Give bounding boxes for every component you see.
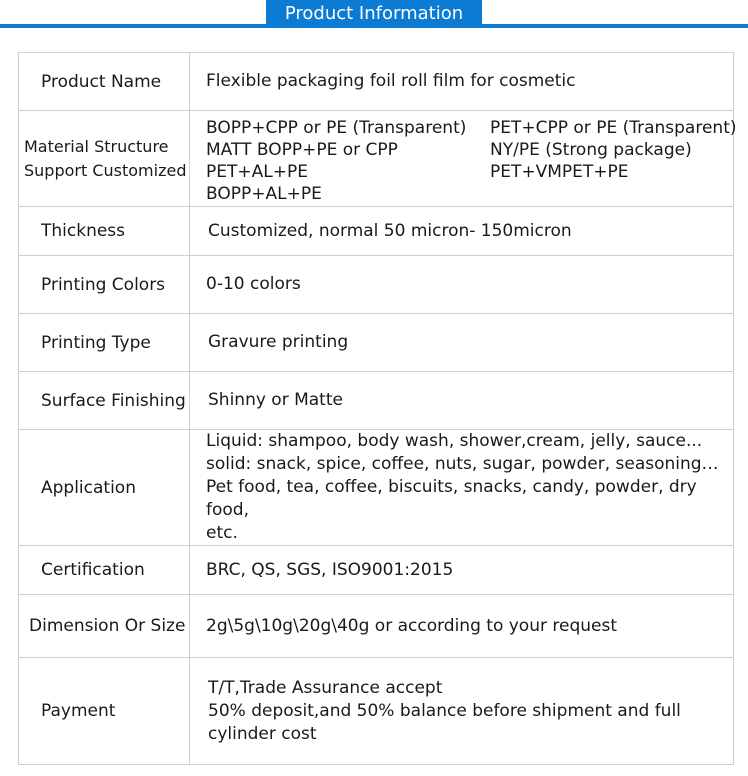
material-item: PET+VMPET+PE [490, 161, 629, 182]
row-value-thickness: Customized, normal 50 micron- 150micron [190, 207, 734, 256]
row-label-application: Application [19, 430, 190, 546]
table-row [19, 207, 734, 256]
material-item: PET+CPP or PE (Transparent) [490, 117, 737, 138]
row-value-material-structure [190, 111, 737, 207]
table-row [19, 372, 734, 430]
row-label-thickness: Thickness [19, 207, 190, 256]
row-label-payment: Payment [19, 658, 190, 765]
application-line: solid: snack, spice, coffee, nuts, sugar, powder, seasoning… [206, 454, 719, 474]
header-banner [0, 0, 748, 28]
row-value-certification: BRC, QS, SGS, ISO9001:2015 [190, 546, 734, 595]
table-row [19, 595, 734, 658]
row-label-printing-colors: Printing Colors [19, 256, 190, 314]
material-item: MATT BOPP+PE or CPP [206, 139, 398, 160]
row-label-printing-type: Printing Type [19, 314, 190, 372]
row-value-application [190, 430, 734, 546]
table-row [19, 256, 734, 314]
table-row [19, 546, 734, 595]
material-item: NY/PE (Strong package) [490, 139, 692, 160]
row-label-product-name: Product Name [19, 53, 190, 111]
label-line: Material Structure [24, 136, 169, 156]
table-row [19, 53, 734, 111]
material-item: BOPP+AL+PE [206, 183, 322, 204]
row-value-printing-type: Gravure printing [190, 314, 734, 372]
row-value-product-name: Flexible packaging foil roll film for cosmetic [190, 53, 734, 111]
application-line: etc. [206, 523, 238, 543]
row-label-surface-finishing: Surface Finishing [19, 372, 190, 430]
application-line: Pet food, tea, coffee, biscuits, snacks, candy, powder, dry food, [206, 477, 697, 520]
row-label-certification: Certification [19, 546, 190, 595]
product-info-table [18, 52, 737, 765]
material-list-left [206, 117, 466, 205]
table-row [19, 314, 734, 372]
page-title: Product Information [266, 0, 482, 28]
material-item: BOPP+CPP or PE (Transparent) [206, 117, 467, 138]
payment-line: cylinder cost [208, 723, 317, 744]
row-label-dimension: Dimension Or Size [19, 595, 190, 658]
row-value-dimension: 2g\5g\10g\20g\40g or according to your request [190, 595, 734, 658]
row-value-printing-colors: 0-10 colors [190, 256, 734, 314]
table-row [19, 658, 734, 765]
material-list-right [490, 117, 737, 183]
table-row [19, 430, 734, 546]
application-line: Liquid: shampoo, body wash, shower,cream, jelly, sauce... [206, 431, 703, 451]
payment-line: T/T,Trade Assurance accept [208, 677, 443, 698]
label-line: Support Customized [24, 160, 187, 180]
row-value-surface-finishing: Shinny or Matte [190, 372, 734, 430]
row-value-payment [190, 658, 734, 765]
payment-line: 50% deposit,and 50% balance before shipment and full [208, 700, 681, 721]
table-row [19, 111, 734, 207]
row-label-material-structure [19, 111, 190, 207]
material-item: PET+AL+PE [206, 161, 308, 182]
